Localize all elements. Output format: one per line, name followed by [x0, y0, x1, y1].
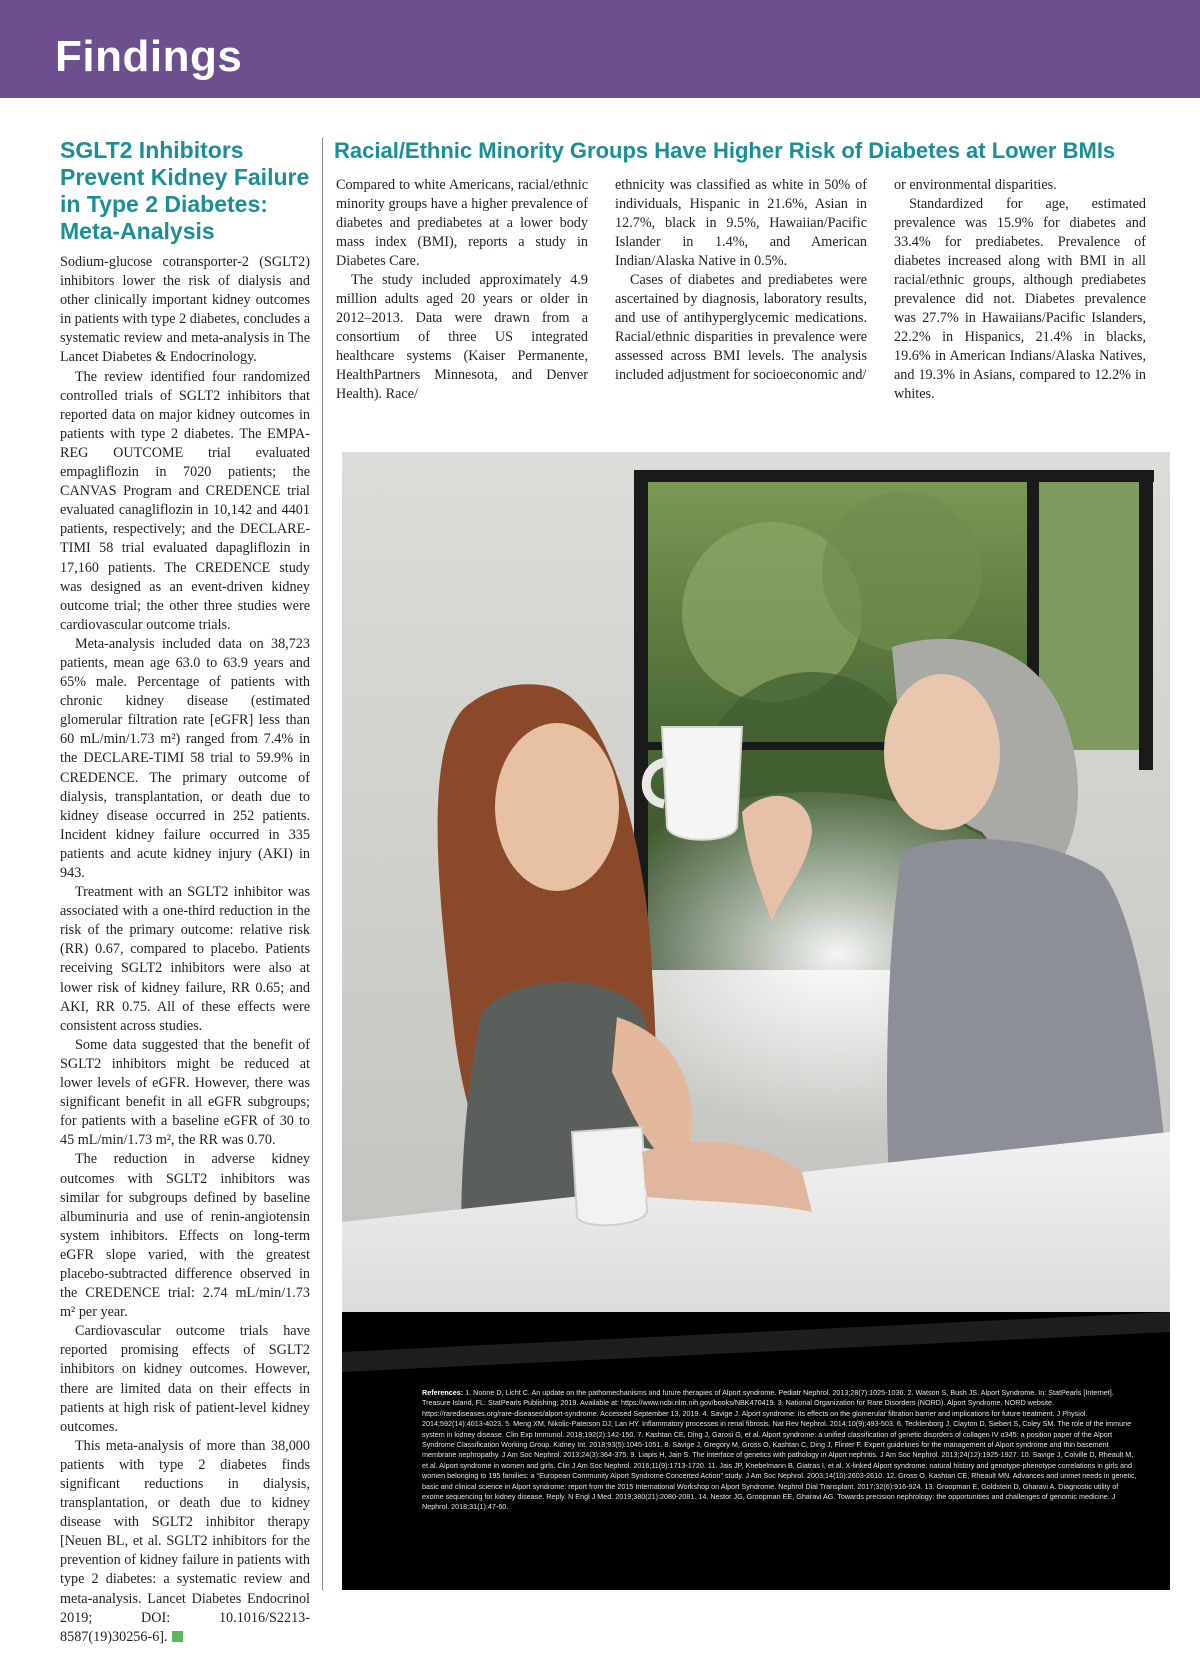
references-block	[422, 1388, 1138, 1513]
right-article-body	[336, 176, 1146, 404]
left-paragraph: Cardiovascular outcome trials have reported promising effects of SGLT2 inhibitors on kidney outcomes. However, there are limited data on their effects in patients at high risk of patient-level kidney outcomes.	[60, 1323, 310, 1435]
right-article-column	[615, 176, 867, 404]
left-article-headline: SGLT2 Inhibitors Prevent Kidney Failure in Type 2 Diabetes: Meta-Analysis	[60, 137, 310, 244]
right-article-column	[894, 176, 1146, 404]
section-banner	[0, 0, 1200, 98]
left-paragraph: Some data suggested that the benefit of SGLT2 inhibitors might be reduced at lower levels of eGFR. However, there was significant benefit in all eGFR subgroups; for patients with a baseline eGFR of 30 to 45 mL/min/1.73 m², the RR was 0.70.	[60, 1036, 310, 1149]
end-of-article-mark	[172, 1631, 183, 1642]
left-article-body	[60, 253, 310, 1647]
left-paragraph: The reduction in adverse kidney outcomes with SGLT2 inhibitors was similar for subgroups defined by baseline albuminuria and use of renin-angiotensin system inhibitors. Effects on long-term eGFR slope varied, with the greatest placebo-subtracted difference observed in the CREDENCE trial: 2.74 mL/min/1.73 m² per year.	[60, 1151, 310, 1321]
article-photo	[342, 452, 1170, 1590]
references-text: 1. Noone D, Licht C. An update on the pathomechanisms and future therapies of Alport syndrome. Pediatr Nephrol. 2013;28(7):1025-1036. 2. Watson S, Bush JS. Alport Syndrome. In: StatPearls [Internet]. Treasure Island, FL: StatPearls Publishing; 2019. Available at: https://www.ncbi.nlm.nih.gov/books/NBK470419. 3. National Organization for Rare Disorders (NORD). Alport Syndrome. NORD website. https://rarediseases.org/rare-diseases/alport-syndrome. Accessed September 13, 2019. 4. Savige J. Alport syndrome: its effects on the glomerular filtration barrier and implications for future treatment. J Physiol. 2014;592(14):4013-4023. 5. Meng XM, Nikolic-Paterson DJ, Lan HY. Inflammatory processes in renal fibrosis. Nat Rev Nephrol. 2014;10(9):493-503. 6. Tecklenborg J, Clayton D, Siebert S, Coley SM. The role of the immune system in kidney disease. Clin Exp Immunol. 2018;192(2):142-150. 7. Kashtan CE, Ding J, Garosi G, et al. Alport syndrome: a unified classification of genetic disorders of collagen IV α345: a position paper of the Alport Syndrome Classification Working Group. Kidney Int. 2018;93(5):1045-1051. 8. Savige J, Gregory M, Gross O, Kashtan C, Ding J, Flinter F. Expert guidelines for the management of Alport syndrome and thin basement membrane nephropathy. J Am Soc Nephrol. 2013;24(3):364-375. 9. Liapis H, Jain S. The interface of genetics with pathology in Alport nephritis. J Am Soc Nephrol. 2013;24(12):1925-1927. 10. Savige J, Colville D, Rheault M, et al. Alport syndrome in women and girls. Clin J Am Soc Nephrol. 2016;11(9):1713-1720. 11. Jais JP, Knebelmann B, Giatras I, et al. X-linked Alport syndrome: natural history and genotype-phenotype correlations in girls and women belonging to 195 families: a “European Community Alport Syndrome Concerted Action” study. J Am Soc Nephrol. 2003;14(10):2603-2610. 12. Gross O, Kashtan CE, Rheault MN. Advances and unmet needs in genetic, basic and clinical science in Alport syndrome: report from the 2015 International Workshop on Alport Syndrome. Nephrol Dial Transplant. 2017;32(6):916-924. 13. Groopman E, Goldstein D, Gharavi A. Diagnostic utility of exome sequencing for kidney disease. Reply. N Engl J Med. 2019;380(21):2080-2081. 14. Nestor JG, Groopman EE, Gharavi AG. Towards precision nephrology: the opportunities and challenges of genomic medicine. J Nephrol. 2018;31(1):47-60.	[422, 1388, 1137, 1512]
left-paragraph-text: This meta-analysis of more than 38,000 patients with type 2 diabetes finds significant reductions in dialysis, transplantation, or death due to kidney disease with SGLT2 inhibitor therapy [Neuen BL, et al. SGLT2 inhibitors for the prevention of kidney failure in patients with type 2 diabetes: a systematic review and meta-analysis. Lancet Diabetes Endocrinol 2019; DOI: 10.1016/S2213-8587(19)30256-6].	[60, 1437, 310, 1645]
right-paragraph: Standardized for age, estimated prevalence was 15.9% for diabetes and 33.4% for prediabetes. Prevalence of diabetes increased along with BMI in all racial/ethnic groups, although prediabetes prevalence did not. Diabetes prevalence was 27.7% in Hawaiians/Pacific Islanders, 22.2% in Hispanics, 21.4% in blacks, 19.6% in American Indians/Alaska Natives, and 19.3% in Asians, compared to 12.2% in whites.	[894, 196, 1146, 402]
right-paragraph: or environmental disparities.	[894, 177, 1057, 193]
left-article	[60, 137, 310, 1647]
references-label: References:	[422, 1388, 464, 1397]
right-paragraph: Compared to white Americans, racial/ethnic minority groups have a higher prevalence of diabetes and prediabetes at a lower body mass index (BMI), reports a study in Diabetes Care.	[336, 177, 588, 269]
right-paragraph: ethnicity was classified as white in 50% of individuals, Hispanic in 21.6%, Asian in 12.7%, black in 9.5%, Hawaiian/Pacific Islander in 1.4%, and American Indian/Alaska Native in 0.5%.	[615, 177, 867, 269]
left-paragraph-final	[60, 1437, 310, 1647]
right-paragraph: Cases of diabetes and prediabetes were ascertained by diagnosis, laboratory results, and use of antihyperglycemic medications. Racial/ethnic disparities in prevalence were assessed across BMI levels. The analysis included adjustment for socioeconomic and/	[615, 272, 867, 383]
left-paragraph: The review identified four randomized controlled trials of SGLT2 inhibitors that reported data on major kidney outcomes in patients with type 2 diabetes. The EMPA-REG OUTCOME trial evaluated empagliflozin in 7020 patients; the CANVAS Program and CREDENCE trial evaluated canagliflozin in 10,142 and 4401 patients, respectively; and the DECLARE-TIMI 58 trial evaluated dapagliflozin in 17,160 patients. The CREDENCE study was designed as an event-driven kidney outcome trial; the other three studies were cardiovascular outcome trials.	[60, 368, 310, 633]
right-article-headline: Racial/Ethnic Minority Groups Have Higher Risk of Diabetes at Lower BMIs	[334, 138, 1116, 163]
left-paragraph: Sodium-glucose cotransporter-2 (SGLT2) inhibitors lower the risk of dialysis and other clinically important kidney outcomes in patients with type 2 diabetes, concludes a systematic review and meta-analysis in The Lancet Diabetes & Endocrinology.	[60, 254, 310, 366]
banner-title: Findings	[55, 32, 243, 81]
left-paragraph: Treatment with an SGLT2 inhibitor was associated with a one-third reduction in the risk of the primary outcome: relative risk (RR) 0.67, compared to placebo. Patients receiving SGLT2 inhibitors were also at lower risk of kidney failure, RR 0.65; and AKI, RR 0.75. All of these effects were consistent across studies.	[60, 884, 310, 1034]
right-paragraph: The study included approximately 4.9 million adults aged 20 years or older in 2012–2013. Data were drawn from a consortium of three US integrated healthcare systems (Kaiser Permanente, HealthPartners Minnesota, and Denver Health). Race/	[336, 272, 588, 402]
left-paragraph: Meta-analysis included data on 38,723 patients, mean age 63.0 to 63.9 years and 65% male. Percentage of patients with chronic kidney disease (estimated glomerular filtration rate [eGFR] less than 60 mL/min/1.73 m²) ranged from 7.4% in the DECLARE-TIMI 58 trial to 59.9% in CREDENCE. The primary outcome of dialysis, transplantation, or death due to kidney disease occurred in 252 patients. Incident kidney failure occurred in 335 patients and acute kidney injury (AKI) in 943.	[60, 635, 310, 881]
right-article-column	[336, 176, 588, 404]
column-divider	[322, 138, 323, 1590]
